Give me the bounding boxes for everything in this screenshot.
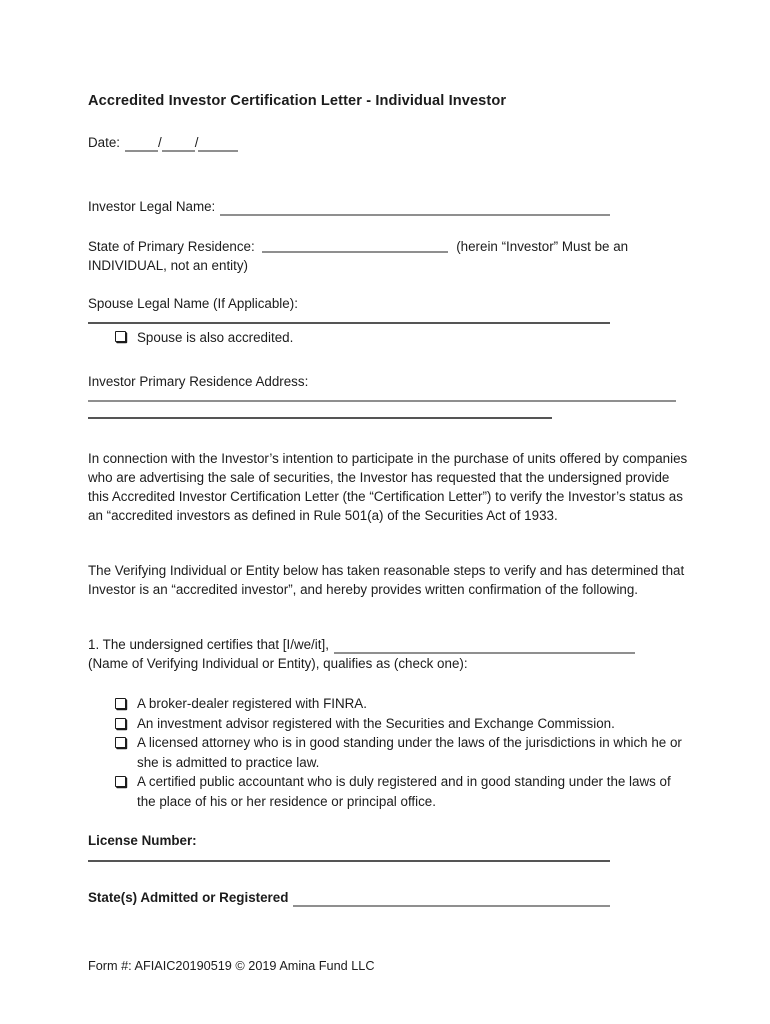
qualification-list (88, 694, 688, 811)
qualification-item (88, 733, 688, 772)
qualification-label: A certified public accountant who is duly registered and in good standing under the laws of the place of his or her residence or principal office. (137, 774, 671, 809)
states-admitted-label: State(s) Admitted or Registered (88, 890, 289, 905)
address-label: Investor Primary Residence Address: (88, 374, 309, 389)
date-blank-3[interactable] (198, 136, 238, 152)
certifier-name-field[interactable] (334, 638, 635, 654)
form-footer: Form #: AFIAIC20190519 © 2019 Amina Fund LLC (88, 959, 375, 973)
qualification-item (88, 714, 688, 734)
states-admitted-row (88, 888, 610, 907)
date-label: Date: (88, 135, 121, 150)
investor-legal-name-field[interactable] (220, 200, 610, 216)
address-field-line-2[interactable] (88, 405, 552, 419)
checkbox-icon[interactable] (115, 718, 126, 729)
checkbox-icon[interactable] (115, 737, 126, 748)
date-separator: / (194, 135, 199, 150)
state-residence-field[interactable] (262, 239, 448, 253)
date-separator: / (158, 135, 162, 150)
checkbox-icon[interactable] (115, 331, 126, 342)
spouse-accredited-row (88, 328, 515, 347)
checkbox-icon[interactable] (115, 776, 126, 787)
qualification-item (88, 694, 688, 714)
qualification-item (88, 772, 688, 811)
state-residence-label: State of Primary Residence: (88, 239, 255, 254)
checkbox-icon[interactable] (115, 698, 126, 709)
license-number-label: License Number: (88, 833, 197, 848)
state-residence-block (88, 237, 684, 275)
date-row (88, 133, 388, 152)
page-title: Accredited Investor Certification Letter - Individual Investor (88, 93, 507, 109)
states-admitted-field[interactable] (293, 891, 610, 907)
investor-legal-name-row (88, 197, 610, 216)
date-blank-1[interactable] (125, 136, 158, 152)
qualification-label: An investment advisor registered with the Securities and Exchange Commission. (137, 715, 615, 731)
investor-legal-name-label: Investor Legal Name: (88, 199, 216, 214)
certifier-suffix: (Name of Verifying Individual or Entity), qualifies as (check one): (88, 656, 468, 671)
spouse-name-label: Spouse Legal Name (If Applicable): (88, 296, 298, 311)
qualification-label: A licensed attorney who is in good standing under the laws of the jurisdictions in which he or she is admitted to practice law. (137, 735, 682, 770)
intro-paragraph: In connection with the Investor’s intention to participate in the purchase of units offered by companies who are advertising the sale of securities, the Investor has requested that the undersigned provide this Accredited Investor Certification Letter (the “Certification Letter”) to verify the Investor’s status as an “accredited investors as defined in Rule 501(a) of the Securities Act of 1933. (88, 451, 688, 523)
certifier-name-row (88, 635, 635, 654)
date-blank-2[interactable] (162, 136, 195, 152)
certifier-prefix: 1. The undersigned certifies that [I/we/it], (88, 637, 329, 652)
verification-paragraph: The Verifying Individual or Entity below has taken reasonable steps to verify and has determined that Investor is an “accredited investor”, and hereby provides written confirmation of the following. (88, 563, 685, 597)
address-field-line-1[interactable] (88, 388, 676, 402)
license-number-field[interactable] (88, 848, 610, 862)
qualification-label: A broker-dealer registered with FINRA. (137, 696, 367, 711)
spouse-accredited-label: Spouse is also accredited. (137, 330, 294, 345)
certification-item-1 (88, 635, 688, 673)
state-residence-note: (herein “Investor” Must be an INDIVIDUAL, not an entity) (88, 239, 629, 273)
spouse-name-field[interactable] (88, 310, 610, 324)
